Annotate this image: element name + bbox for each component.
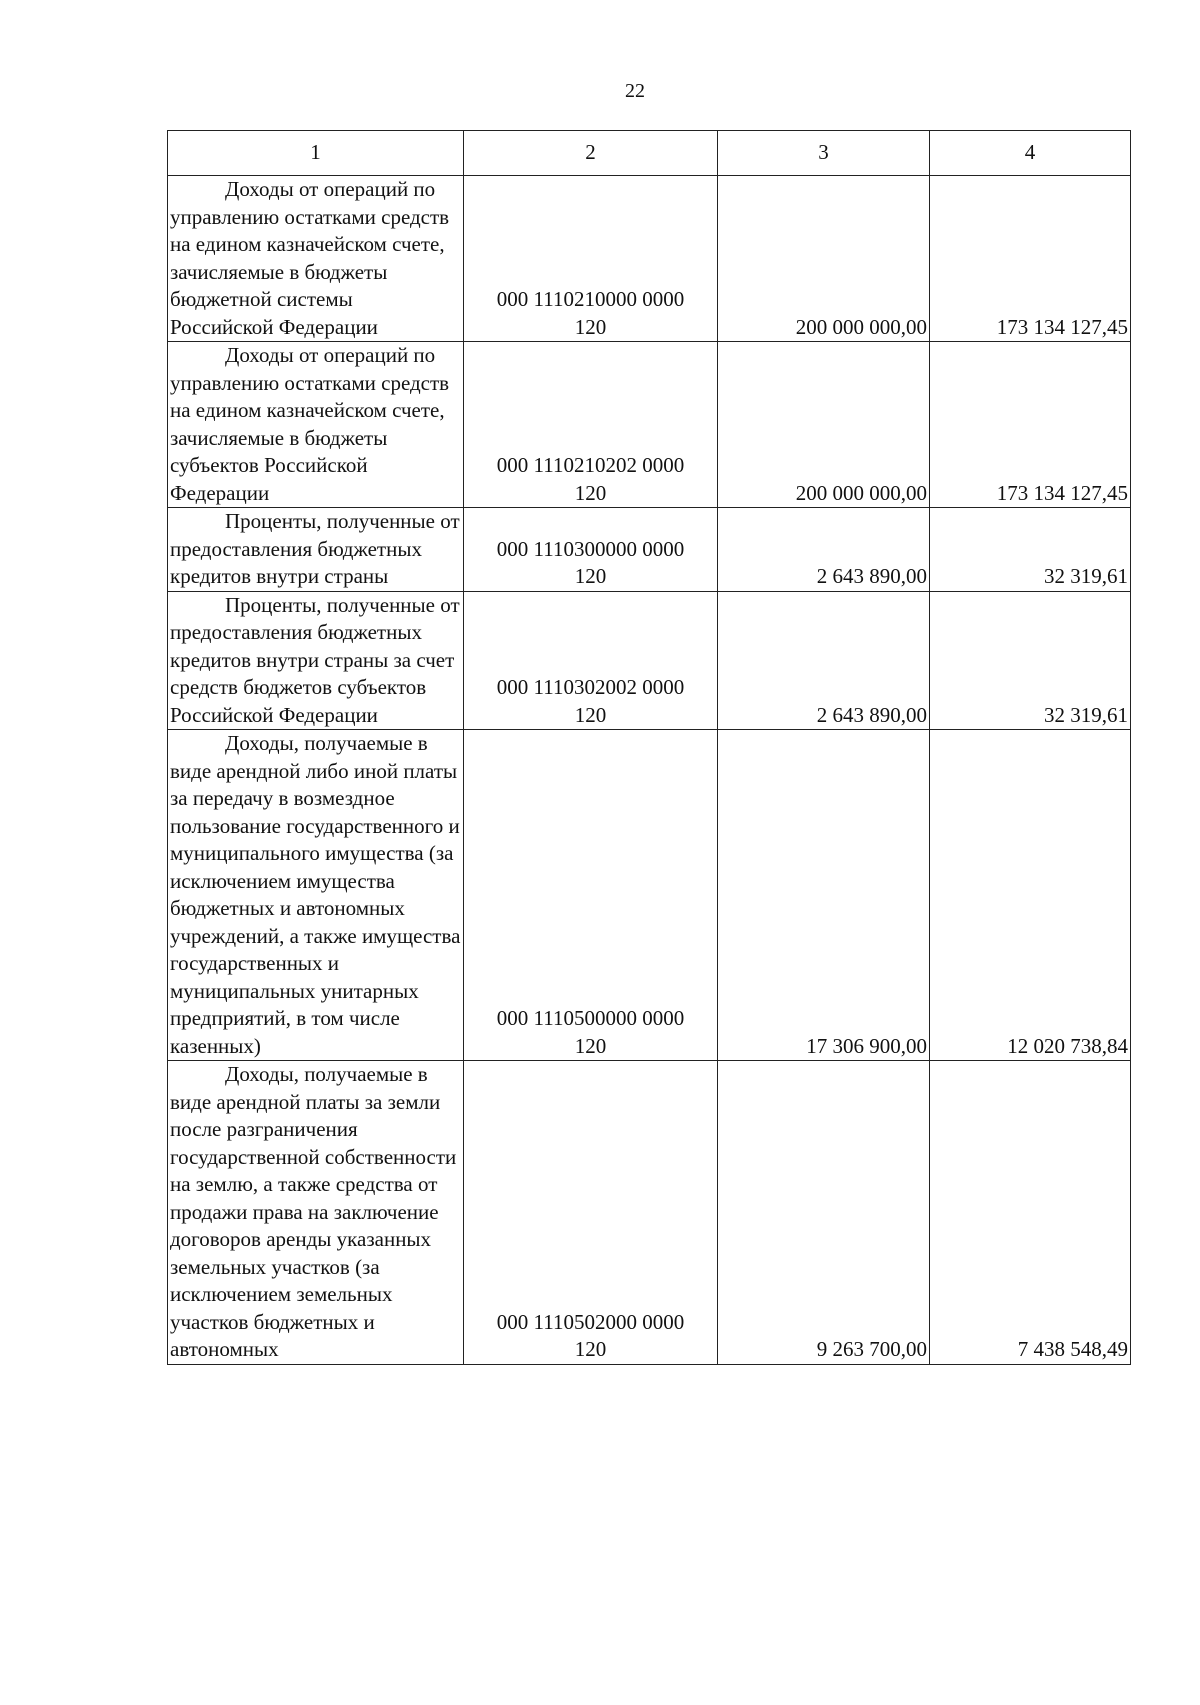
table-row: [168, 1061, 1131, 1365]
revenue-name-cell: [168, 1061, 464, 1365]
budget-code-cell: [464, 176, 718, 342]
planned-amount: 9 263 700,00: [718, 1061, 930, 1365]
budget-code-line1: 000 1110300000 0000: [496, 536, 685, 561]
revenue-name: Проценты, полученные от предоставления бюджетных кредитов внутри страны за счет средств бюджетов субъектов Российской Федерации: [170, 592, 460, 727]
actual-amount: 32 319,61: [930, 508, 1131, 592]
budget-code-cell: [464, 342, 718, 508]
budget-code-line1: 000 1110210000 0000: [496, 287, 685, 311]
table-header-row: [168, 131, 1131, 176]
table-row: [168, 591, 1131, 730]
table-row: [168, 730, 1131, 1061]
budget-code-line2: 120: [574, 564, 607, 588]
budget-code-line1: 000 1110502000 0000: [496, 1309, 685, 1334]
column-header: 1: [168, 131, 464, 176]
table-row: [168, 508, 1131, 592]
budget-code-cell: [464, 591, 718, 730]
actual-amount: 173 134 127,45: [930, 342, 1131, 508]
actual-amount: 173 134 127,45: [930, 176, 1131, 342]
budget-code-line2: 120: [574, 1033, 607, 1058]
budget-code-line2: 120: [574, 1337, 607, 1361]
planned-amount: 17 306 900,00: [718, 730, 930, 1061]
table-row: [168, 176, 1131, 342]
actual-amount: 7 438 548,49: [930, 1061, 1131, 1365]
revenue-name: Проценты, полученные от предоставления бюджетных кредитов внутри страны: [170, 509, 460, 588]
budget-code-line2: 120: [574, 314, 607, 339]
budget-code-line1: 000 1110302002 0000: [496, 675, 685, 699]
revenue-name-cell: [168, 730, 464, 1061]
column-header: 3: [718, 131, 930, 176]
revenue-name: Доходы, получаемые в виде арендной либо иной платы за передачу в возмездное пользование государственного и муниципального имущества (за исключением имущества бюджетных и автономных учреждений, а также имущества государственных и муниципальных унитарных предприятий, в том числе казенных): [170, 731, 461, 1058]
revenue-name-cell: [168, 176, 464, 342]
planned-amount: 2 643 890,00: [718, 508, 930, 592]
budget-code-line1: 000 1110500000 0000: [496, 1006, 685, 1030]
revenue-name: Доходы от операций по управлению остатками средств на едином казначейском счете, зачисляемые в бюджеты субъектов Российской Федерации: [170, 343, 450, 505]
planned-amount: 2 643 890,00: [718, 591, 930, 730]
budget-code-cell: [464, 508, 718, 592]
revenue-name: Доходы, получаемые в виде арендной платы за земли после разграничения государственной собственности на землю, а также средства от продажи права на заключение договоров аренды указанных земельных участков (за исключением земельных участков бюджетных и автономных: [170, 1062, 457, 1361]
budget-code-cell: [464, 1061, 718, 1365]
table-row: [168, 342, 1131, 508]
actual-amount: 12 020 738,84: [930, 730, 1131, 1061]
revenue-name-cell: [168, 342, 464, 508]
revenue-table: [167, 130, 1131, 1365]
planned-amount: 200 000 000,00: [718, 176, 930, 342]
actual-amount: 32 319,61: [930, 591, 1131, 730]
budget-code-cell: [464, 730, 718, 1061]
budget-code-line2: 120: [574, 480, 607, 505]
planned-amount: 200 000 000,00: [718, 342, 930, 508]
revenue-name-cell: [168, 591, 464, 730]
page-number: 22: [625, 80, 645, 102]
column-header: 4: [930, 131, 1131, 176]
budget-code-line1: 000 1110210202 0000: [496, 453, 685, 477]
revenue-name: Доходы от операций по управлению остатками средств на едином казначейском счете, зачисляемые в бюджеты бюджетной системы Российской Федерации: [170, 177, 450, 339]
revenue-name-cell: [168, 508, 464, 592]
budget-code-line2: 120: [574, 702, 607, 727]
column-header: 2: [464, 131, 718, 176]
